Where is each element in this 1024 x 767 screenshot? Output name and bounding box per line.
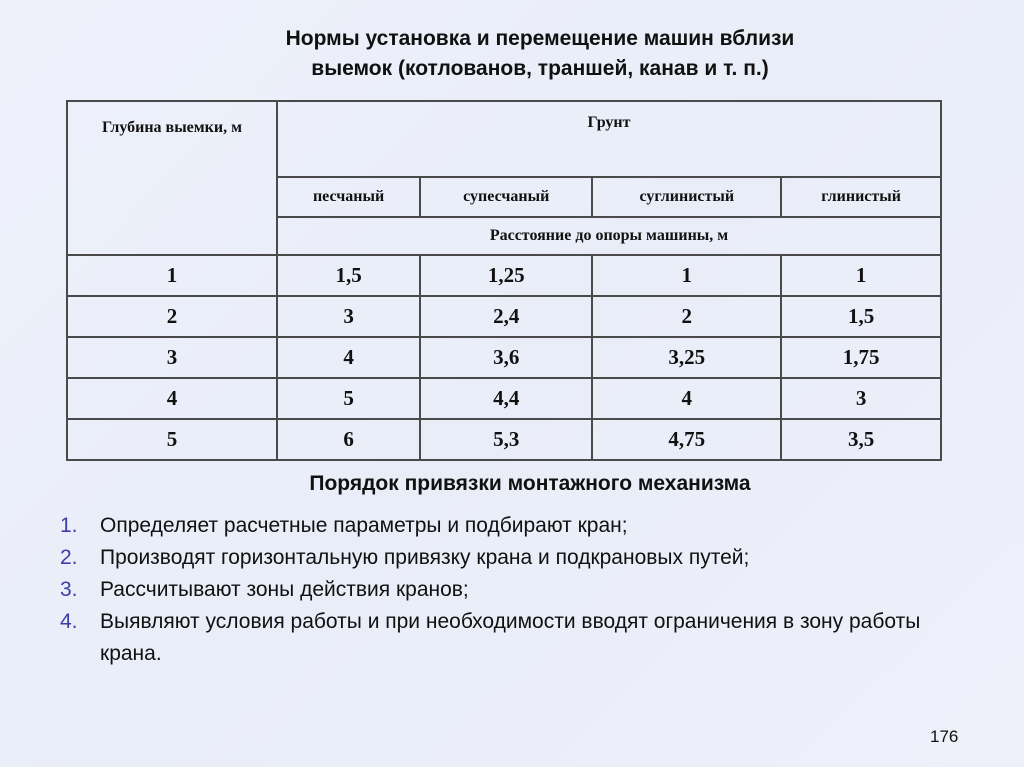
table-cell: 1,25 xyxy=(420,255,592,296)
table-cell: 1 xyxy=(781,255,941,296)
list-item xyxy=(60,606,960,670)
table-row xyxy=(67,255,941,296)
list-item-text: Определяет расчетные параметры и подбирают кран; xyxy=(100,514,628,537)
list-item-number: 1. xyxy=(60,514,78,537)
table-cell: 3 xyxy=(781,378,941,419)
table-row xyxy=(67,378,941,419)
table-header-row xyxy=(67,101,941,177)
list-item-text: Производят горизонтальную привязку крана и подкрановых путей; xyxy=(100,546,750,569)
norms-table xyxy=(66,100,942,461)
list-item-text: Рассчитывают зоны действия кранов; xyxy=(100,578,469,601)
soil-type-sandy-loam: супесчаный xyxy=(420,177,592,217)
list-item-number: 4. xyxy=(60,610,78,633)
list-item xyxy=(60,542,960,574)
table-cell: 4,75 xyxy=(592,419,781,460)
table-cell-depth: 2 xyxy=(67,296,277,337)
section-title: Порядок привязки монтажного механизма xyxy=(309,472,751,495)
soil-type-loam: суглинистый xyxy=(592,177,781,217)
soil-type-sandy: песчаный xyxy=(277,177,420,217)
page-number: 176 xyxy=(930,727,959,746)
list-item-number: 3. xyxy=(60,578,78,601)
list-item xyxy=(60,574,960,606)
table-cell: 3 xyxy=(277,296,420,337)
table-cell: 5,3 xyxy=(420,419,592,460)
table-row xyxy=(67,337,941,378)
list-item xyxy=(60,510,960,542)
table-cell: 5 xyxy=(277,378,420,419)
table-cell: 1 xyxy=(592,255,781,296)
soil-type-clay: глинистый xyxy=(781,177,941,217)
soil-header: Грунт xyxy=(277,101,941,177)
slide-title xyxy=(220,24,860,84)
distance-header: Расстояние до опоры машины, м xyxy=(277,217,941,255)
table-cell: 3,6 xyxy=(420,337,592,378)
table-cell: 4,4 xyxy=(420,378,592,419)
steps-list xyxy=(60,510,960,670)
table-cell: 4 xyxy=(592,378,781,419)
slide-title-line-1: Нормы установка и перемещение машин вблизи xyxy=(285,27,795,50)
table-cell-depth: 5 xyxy=(67,419,277,460)
table-cell: 4 xyxy=(277,337,420,378)
table-cell: 3,5 xyxy=(781,419,941,460)
list-item-text: Выявляют условия работы и при необходимости вводят ограничения в зону работы крана. xyxy=(100,610,921,665)
depth-header: Глубина выемки, м xyxy=(67,101,277,255)
slide-title-line-2: выемок (котлованов, траншей, канав и т. п.) xyxy=(311,57,769,80)
table-row xyxy=(67,419,941,460)
table-cell: 2,4 xyxy=(420,296,592,337)
table-cell-depth: 4 xyxy=(67,378,277,419)
table-row xyxy=(67,296,941,337)
table-cell: 1,5 xyxy=(781,296,941,337)
table-cell-depth: 3 xyxy=(67,337,277,378)
table-cell-depth: 1 xyxy=(67,255,277,296)
table-cell: 2 xyxy=(592,296,781,337)
table-cell: 3,25 xyxy=(592,337,781,378)
table-cell: 6 xyxy=(277,419,420,460)
table-cell: 1,75 xyxy=(781,337,941,378)
list-item-number: 2. xyxy=(60,546,78,569)
table-cell: 1,5 xyxy=(277,255,420,296)
